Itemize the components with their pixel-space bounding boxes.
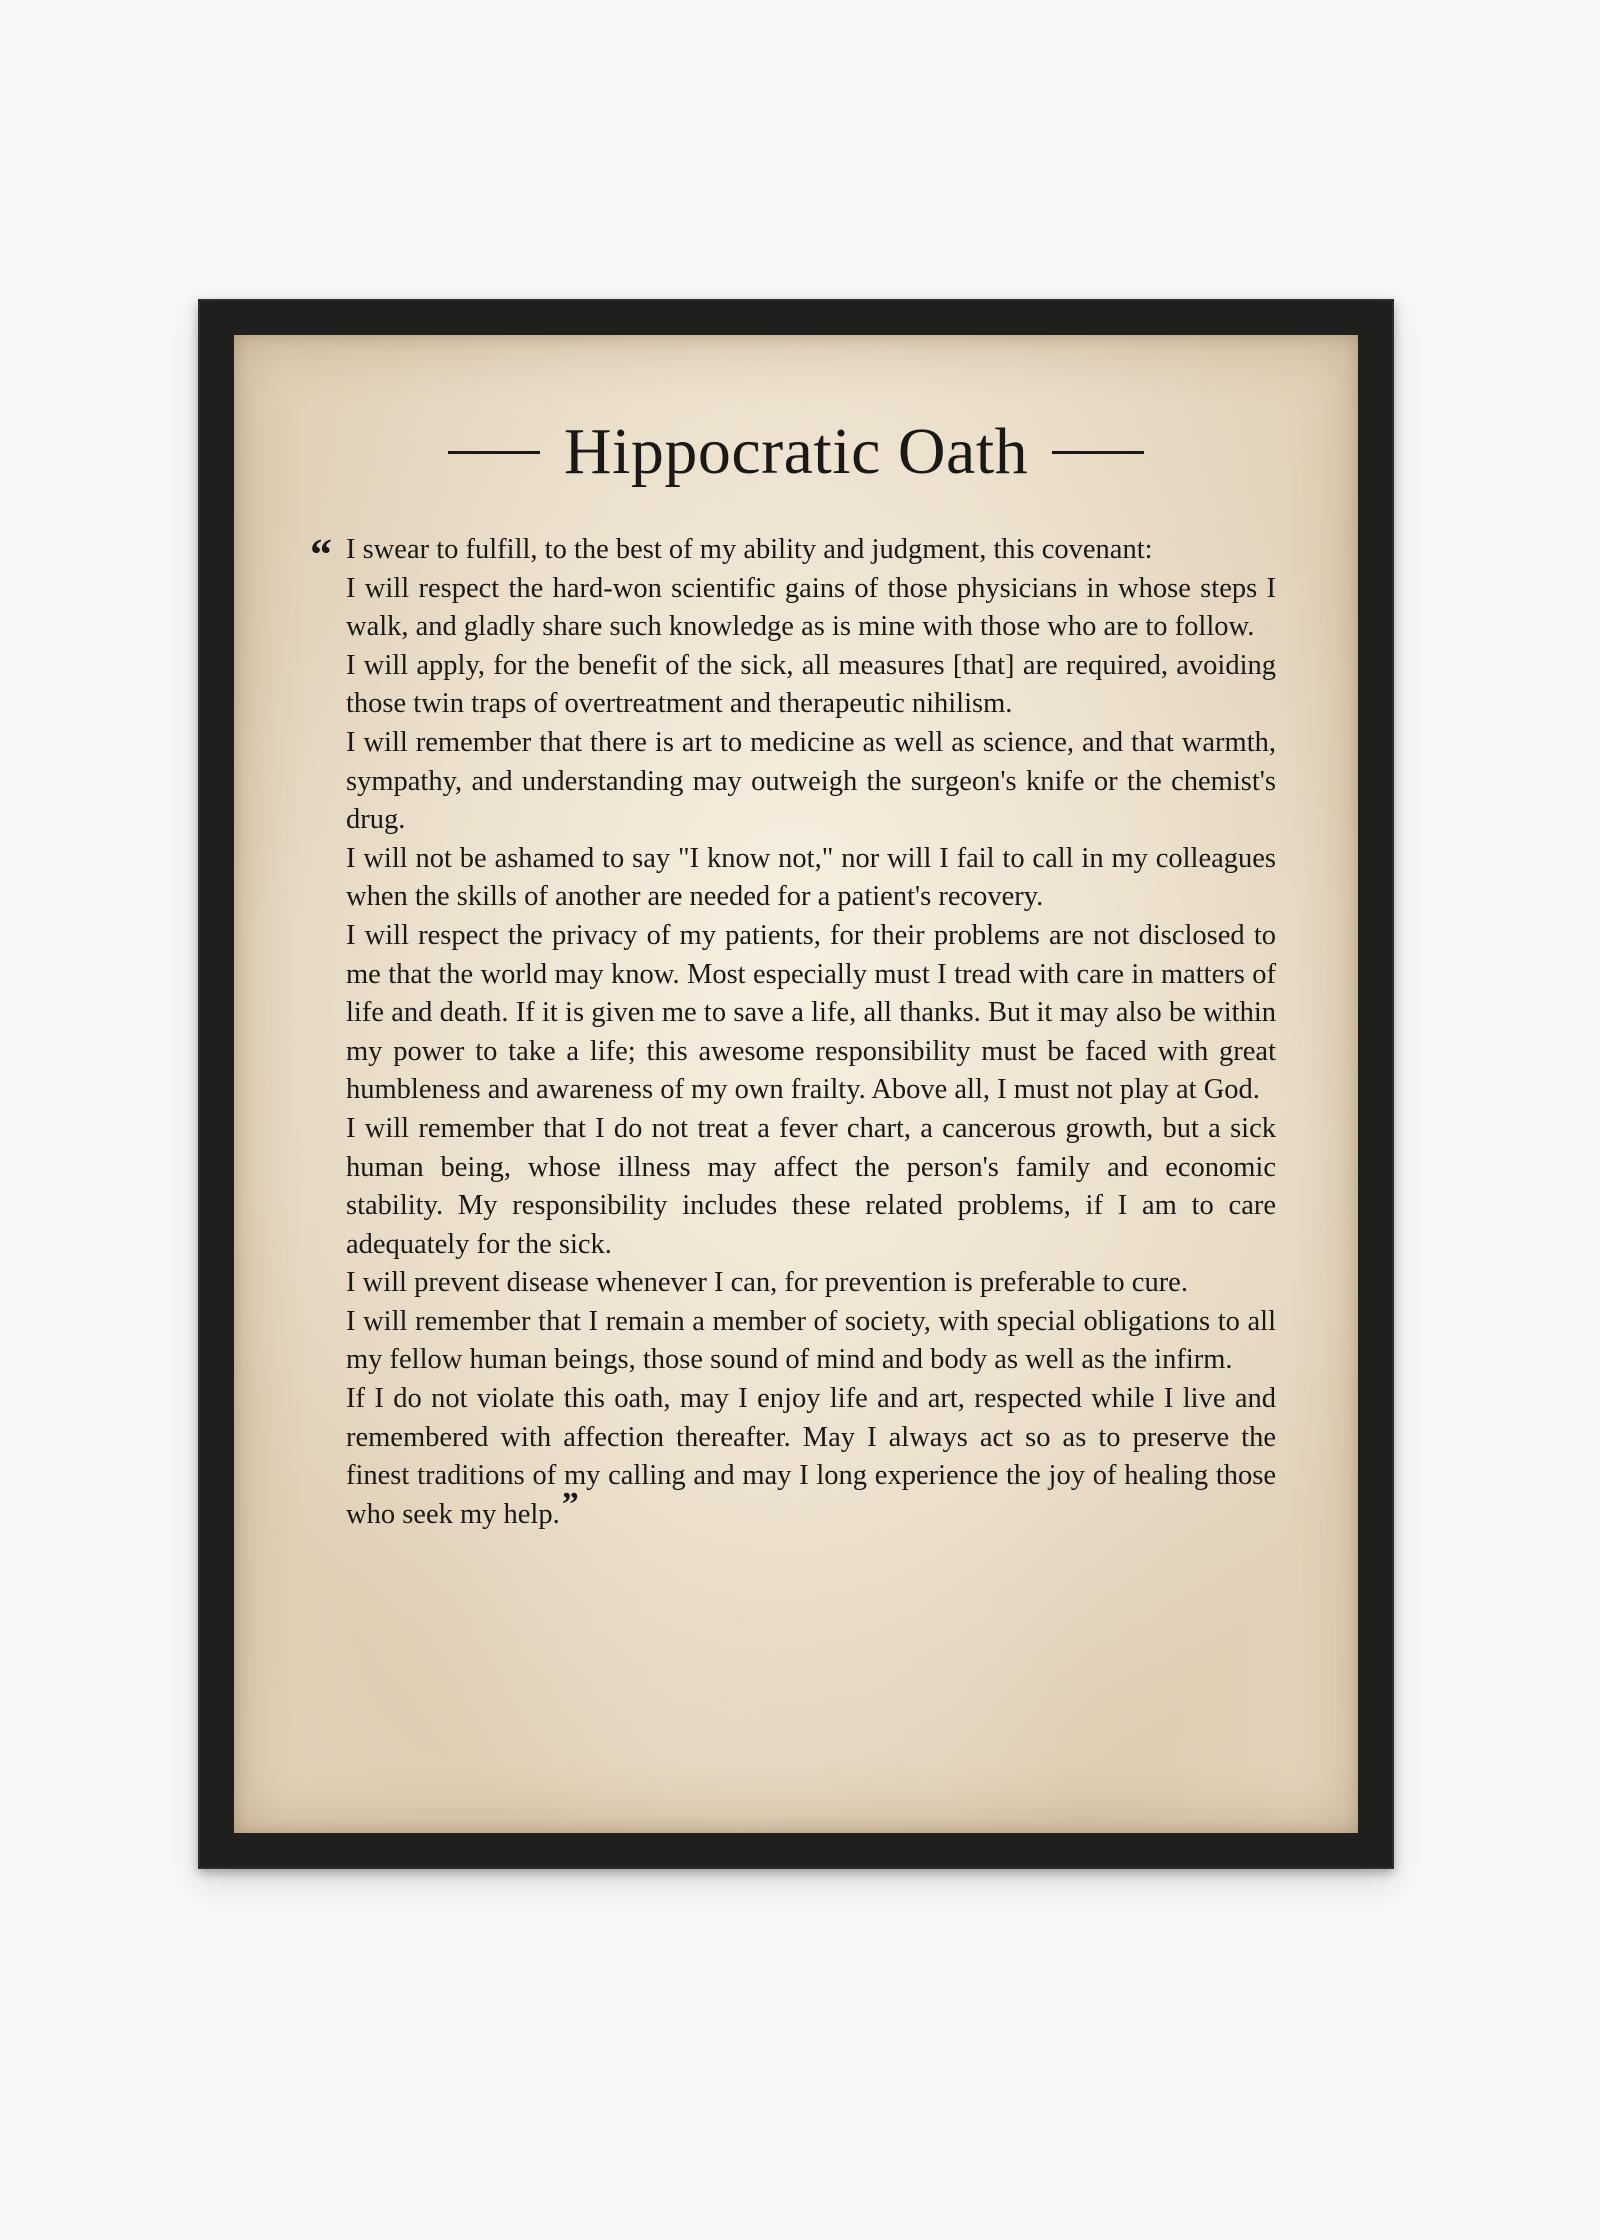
parchment-poster [234,335,1358,1833]
open-quote-mark: “ [310,530,332,579]
oath-paragraph: I will respect the hard-won scientific gains of those physicians in whose steps I walk, and gladly share such knowledge as is mine with those who are to follow. [346,572,1276,643]
oath-paragraph: I will apply, for the benefit of the sick, all measures [that] are required, avoiding those twin traps of overtreatment and therapeutic nihilism. [346,649,1276,720]
picture-frame [198,299,1394,1869]
oath-paragraph: I will respect the privacy of my patients, for their problems are not disclosed to me that the world may know. Most especially must I tread with care in matters of life and death. If it is given me to save a life, all thanks. But it may also be within my power to take a life; this awesome responsibility must be faced with great humbleness and awareness of my own frailty. Above all, I must not play at God. [346,919,1276,1106]
title-rule-left [448,451,540,454]
oath-paragraph: I swear to fulfill, to the best of my ability and judgment, this covenant: [346,534,1153,565]
oath-paragraph: I will remember that I remain a member of society, with special obligations to all my fellow human beings, those sound of mind and body as well as the infirm. [346,1305,1276,1376]
title-row [234,415,1358,488]
close-quote-mark: ” [561,1485,579,1523]
oath-paragraph: I will not be ashamed to say "I know not," nor will I fail to call in my colleagues when the skills of another are needed for a patient's recovery. [346,842,1276,913]
poster-title: Hippocratic Oath [563,415,1029,488]
oath-paragraph: I will remember that there is art to medicine as well as science, and that warmth, sympathy, and understanding may outweigh the surgeon's knife or the chemist's drug. [346,726,1276,836]
title-rule-right [1052,451,1144,454]
oath-text [346,531,1276,1534]
oath-final-text: If I do not violate this oath, may I enjoy life and art, respected while I live and remembered with affection thereafter. May I always act so as to preserve the finest traditions of my calling and may I long experience the joy of healing those who seek my help. [346,1383,1276,1530]
oath-paragraph-final [346,1380,1276,1534]
oath-paragraph: I will prevent disease whenever I can, for prevention is preferable to cure. [346,1267,1188,1299]
oath-paragraph: I will remember that I do not treat a fever chart, a cancerous growth, but a sick human being, whose illness may affect the person's family and economic stability. My responsibility includes these related problems, if I am to care adequately for the sick. [346,1112,1276,1260]
